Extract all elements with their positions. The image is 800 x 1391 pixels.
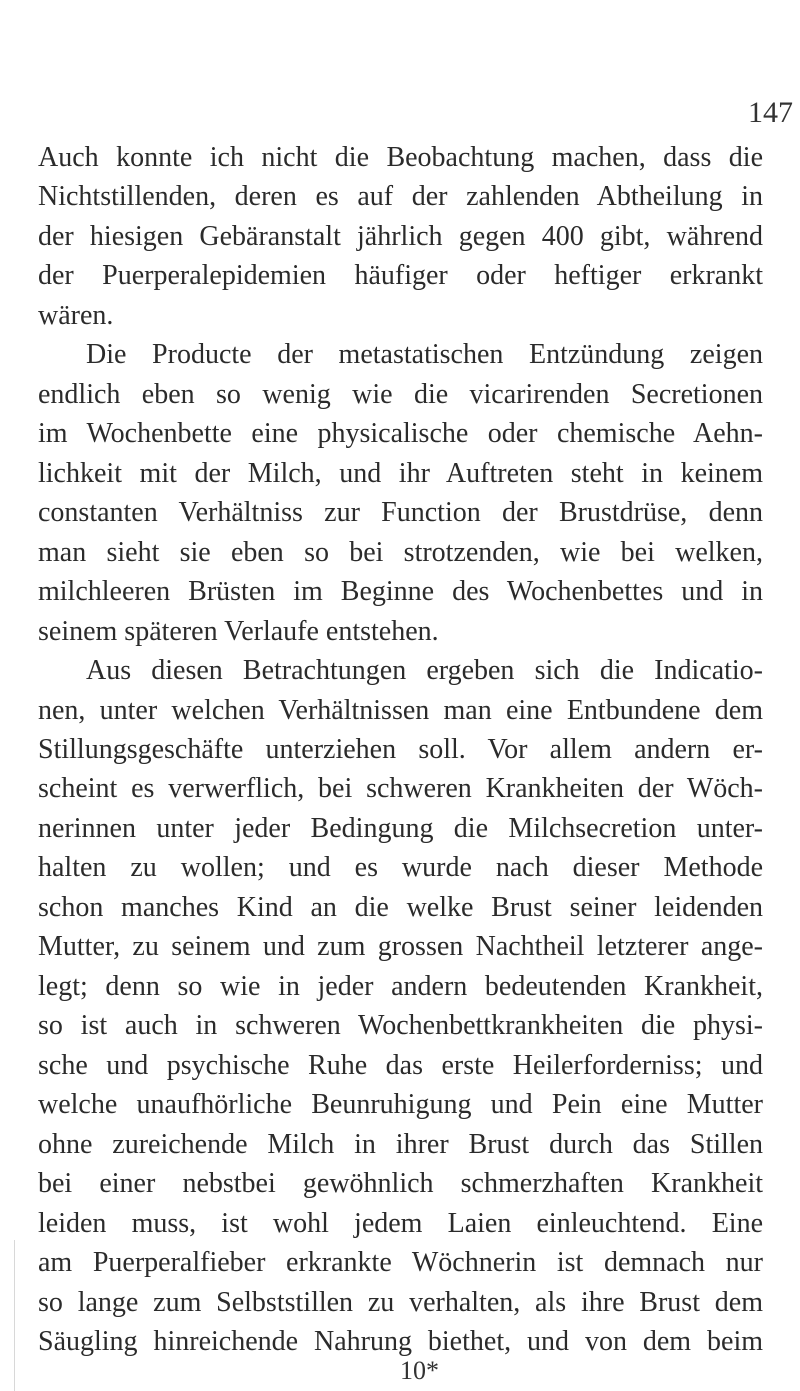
text-line: seinem späteren Verlaufe entstehen. xyxy=(38,615,439,647)
margin-rule xyxy=(14,1240,15,1391)
text-line: Aus diesen Betrachtungen ergeben sich die Indicatio- xyxy=(86,655,763,687)
text-line: milchleeren Brüsten im Beginne des Wochenbettes und in xyxy=(38,576,763,608)
text-line: der hiesigen Gebäranstalt jährlich gegen 400 gibt, während xyxy=(38,220,763,252)
text-line: nen, unter welchen Verhältnissen man eine Entbundene dem xyxy=(38,694,763,726)
text-line: Stillungsgeschäfte unterziehen soll. Vor allem andern er- xyxy=(38,734,763,765)
text-line: sche und psychische Ruhe das erste Heilerforderniss; und xyxy=(38,1049,763,1081)
text-line: nerinnen unter jeder Bedingung die Milchsecretion unter- xyxy=(38,812,763,844)
text-line: der Puerperalepidemien häufiger oder heftiger erkrankt xyxy=(38,260,763,292)
text-line: Nichtstillenden, deren es auf der zahlenden Abtheilung in xyxy=(38,181,763,213)
text-line: Die Producte der metastatischen Entzündung zeigen xyxy=(86,339,763,371)
page-signature: 10* xyxy=(400,1356,439,1385)
text-line: endlich eben so wenig wie die vicarirenden Secretionen xyxy=(38,378,763,410)
text-line: so ist auch in schweren Wochenbettkrankheiten die physi- xyxy=(38,1010,763,1042)
text-line: im Wochenbette eine physicalische oder chemische Aehn- xyxy=(38,418,763,450)
text-line: constanten Verhältniss zur Function der Brustdrüse, denn xyxy=(38,497,763,529)
text-line: leiden muss, ist wohl jedem Laien einleuchtend. Eine xyxy=(38,1207,763,1239)
text-line: welche unaufhörliche Beunruhigung und Pein eine Mutter xyxy=(38,1089,763,1121)
text-line: legt; denn so wie in jeder andern bedeutenden Krankheit, xyxy=(38,970,763,1002)
text-line: man sieht sie eben so bei strotzenden, wie bei welken, xyxy=(38,536,763,568)
text-line: bei einer nebstbei gewöhnlich schmerzhaften Krankheit xyxy=(38,1168,763,1200)
text-line: Mutter, zu seinem und zum grossen Nachtheil letzterer ange- xyxy=(38,931,763,963)
page-number: 147 xyxy=(748,96,793,129)
text-line: am Puerperalfieber erkrankte Wöchnerin ist demnach nur xyxy=(38,1247,763,1279)
text-line: Säugling hinreichende Nahrung biethet, und von dem beim xyxy=(38,1326,763,1357)
text-line: schon manches Kind an die welke Brust seiner leidenden xyxy=(38,891,763,923)
text-line: ohne zureichende Milch in ihrer Brust durch das Stillen xyxy=(38,1128,763,1160)
text-line: halten zu wollen; und es wurde nach dieser Methode xyxy=(38,852,763,884)
text-line: Auch konnte ich nicht die Beobachtung machen, dass die xyxy=(38,142,763,173)
text-line: lichkeit mit der Milch, und ihr Auftreten steht in keinem xyxy=(38,457,763,489)
text-line: so lange zum Selbststillen zu verhalten, als ihre Brust dem xyxy=(38,1286,763,1318)
text-line: scheint es verwerflich, bei schweren Krankheiten der Wöch- xyxy=(38,773,763,805)
text-line: wären. xyxy=(38,299,114,331)
